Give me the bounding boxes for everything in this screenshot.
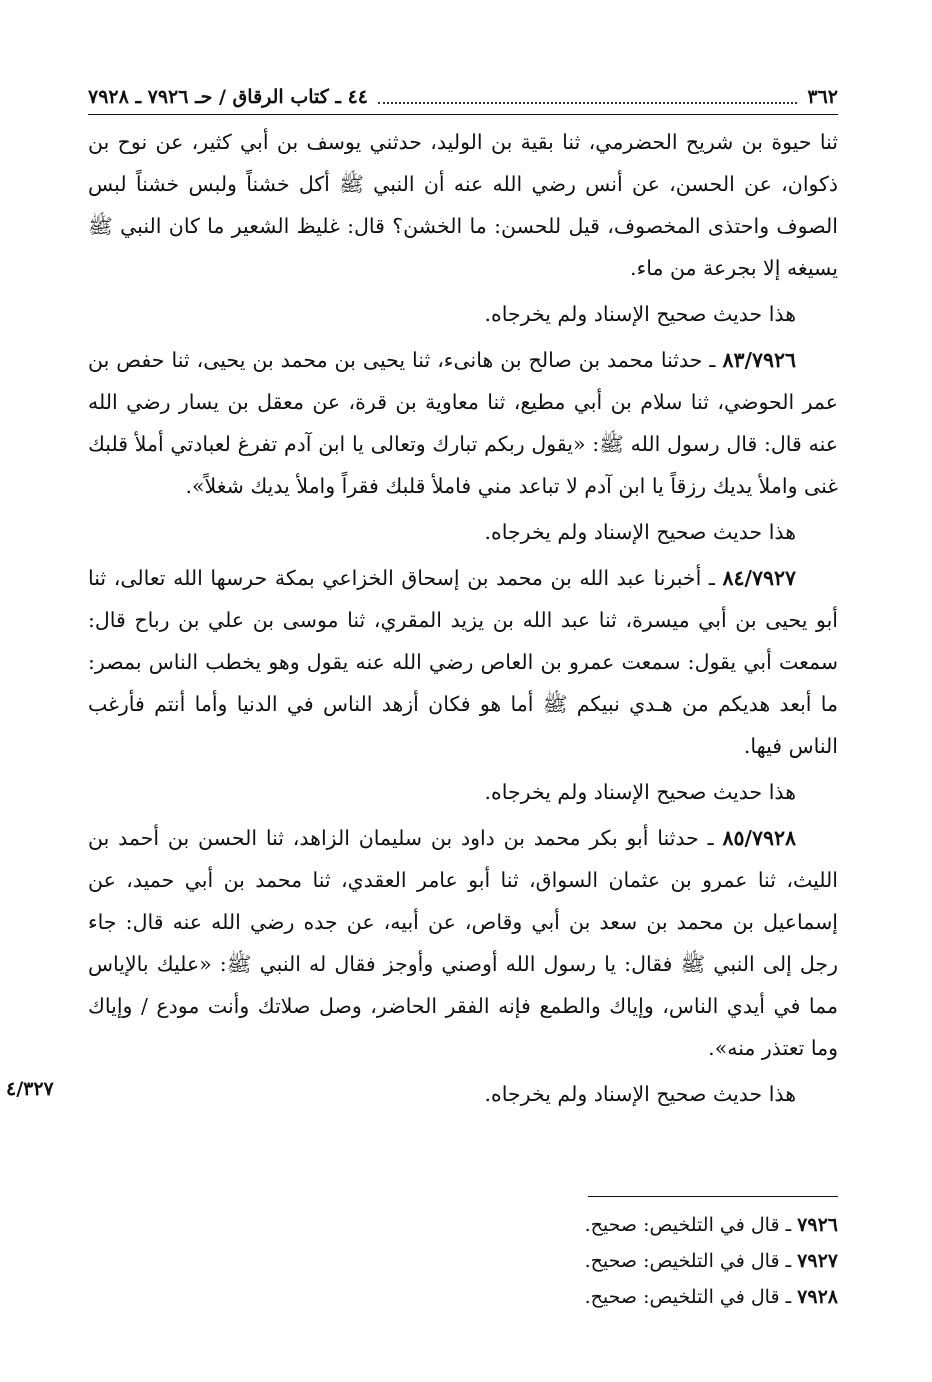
- footnotes: [88, 1196, 838, 1315]
- grading-statement: هذا حديث صحيح الإسناد ولم يخرجاه.: [484, 780, 796, 804]
- grading-statement: هذا حديث صحيح الإسناد ولم يخرجاه.: [484, 520, 796, 544]
- hadith-paragraph: [88, 557, 838, 767]
- footnote-item: [88, 1207, 838, 1243]
- running-header: [88, 80, 838, 115]
- grading-statement: هذا حديث صحيح الإسناد ولم يخرجاه.: [484, 1082, 796, 1106]
- hadith-text: ـ أخبرنا عبد الله بن محمد بن إسحاق الخزاعي بمكة حرسها الله تعالى، ثنا أبو يحيى بن أبي ميسرة، ثنا عبد الله بن يزيد المقري، ثنا موسى بن علي بن رباح قال: سمعت أبي يقول: سمعت عمرو بن العاص رضي الله عنه يقول وهو يخطب الناس بمصر: ما أبعد هديكم من هـدي نبيكم ﷺ أما هو فكان أزهد الناس في الدنيا وأما أنتم فأرغب الناس فيها.: [88, 566, 838, 758]
- main-text: [88, 121, 838, 1115]
- footnote-number: ٧٩٢٧: [797, 1250, 838, 1272]
- hadith-paragraph: [88, 339, 838, 507]
- footnote-text: ـ قال في التلخيص: صحيح.: [584, 1286, 798, 1308]
- page-number: ٣٦٢: [807, 86, 838, 108]
- hadith-text: ـ حدثنا محمد بن صالح بن هانىء، ثنا يحيى بن محمد بن يحيى، ثنا حفص بن عمر الحوضي، ثنا سلام بن أبي مطيع، ثنا معاوية بن قرة، عن معقل بن يسار رضي الله عنه قال: قال رسول الله ﷺ: «يقول ربكم تبارك وتعالى يا ابن آدم تفرغ لعبادتي أملأ قلبك غنى واملأ يديك رزقاً يا ابن آدم لا تباعد مني فاملأ قلبك فقراً واملأ يديك شغلاً».: [88, 348, 838, 498]
- footnote-text: ـ قال في التلخيص: صحيح.: [584, 1250, 798, 1272]
- footnote-rule: [588, 1196, 838, 1197]
- footnote-text: ـ قال في التلخيص: صحيح.: [584, 1214, 798, 1236]
- footnote-number: ٧٩٢٦: [797, 1214, 838, 1236]
- continuation-paragraph: ثنا حيوة بن شريح الحضرمي، ثنا بقية بن الوليد، حدثني يوسف بن أبي كثير، عن نوح بن ذكوان، عن الحسن، عن أنس رضي الله عنه أن النبي ﷺ أكل خشناً ولبس خشناً لبس الصوف واحتذى المخصوف، قيل للحسن: ما الخشن؟ قال: غليظ الشعير ما كان النبي ﷺ يسيغه إلا بجرعة من ماء.: [88, 130, 838, 280]
- header-title: ٤٤ ـ كتاب الرقاق / حـ ٧٩٢٦ ـ ٧٩٢٨: [88, 86, 368, 108]
- hadith-number: ٨٤/٧٩٢٧: [722, 566, 796, 590]
- footnote-item: [88, 1279, 838, 1315]
- footnote-number: ٧٩٢٨: [797, 1286, 838, 1308]
- hadith-number: ٨٣/٧٩٢٦: [722, 348, 796, 372]
- grading-statement: هذا حديث صحيح الإسناد ولم يخرجاه.: [484, 302, 796, 326]
- hadith-text: ـ حدثنا أبو بكر محمد بن داود بن سليمان الزاهد، ثنا الحسن بن أحمد بن الليث، ثنا عمرو بن عثمان السواق، ثنا أبو عامر العقدي، ثنا محمد بن أبي حميد، عن إسماعيل بن محمد بن سعد بن أبي وقاص، عن أبيه، عن جده رضي الله عنه قال: جاء رجل إلى النبي ﷺ فقال: يا رسول الله أوصني وأوجز فقال له النبي ﷺ: «عليك بالإياس مما في أيدي الناس، وإياك والطمع فإنه الفقر الحاضر، وصل صلاتك وأنت مودع / وإياك وما تعتذر منه».: [88, 826, 838, 1060]
- header-dot-leader: [378, 102, 797, 104]
- page: [88, 80, 838, 1119]
- footnote-item: [88, 1243, 838, 1279]
- hadith-number: ٨٥/٧٩٢٨: [722, 826, 796, 850]
- hadith-paragraph: [88, 817, 838, 1069]
- margin-volume-page-note: ٤/٣٢٧: [6, 1078, 54, 1100]
